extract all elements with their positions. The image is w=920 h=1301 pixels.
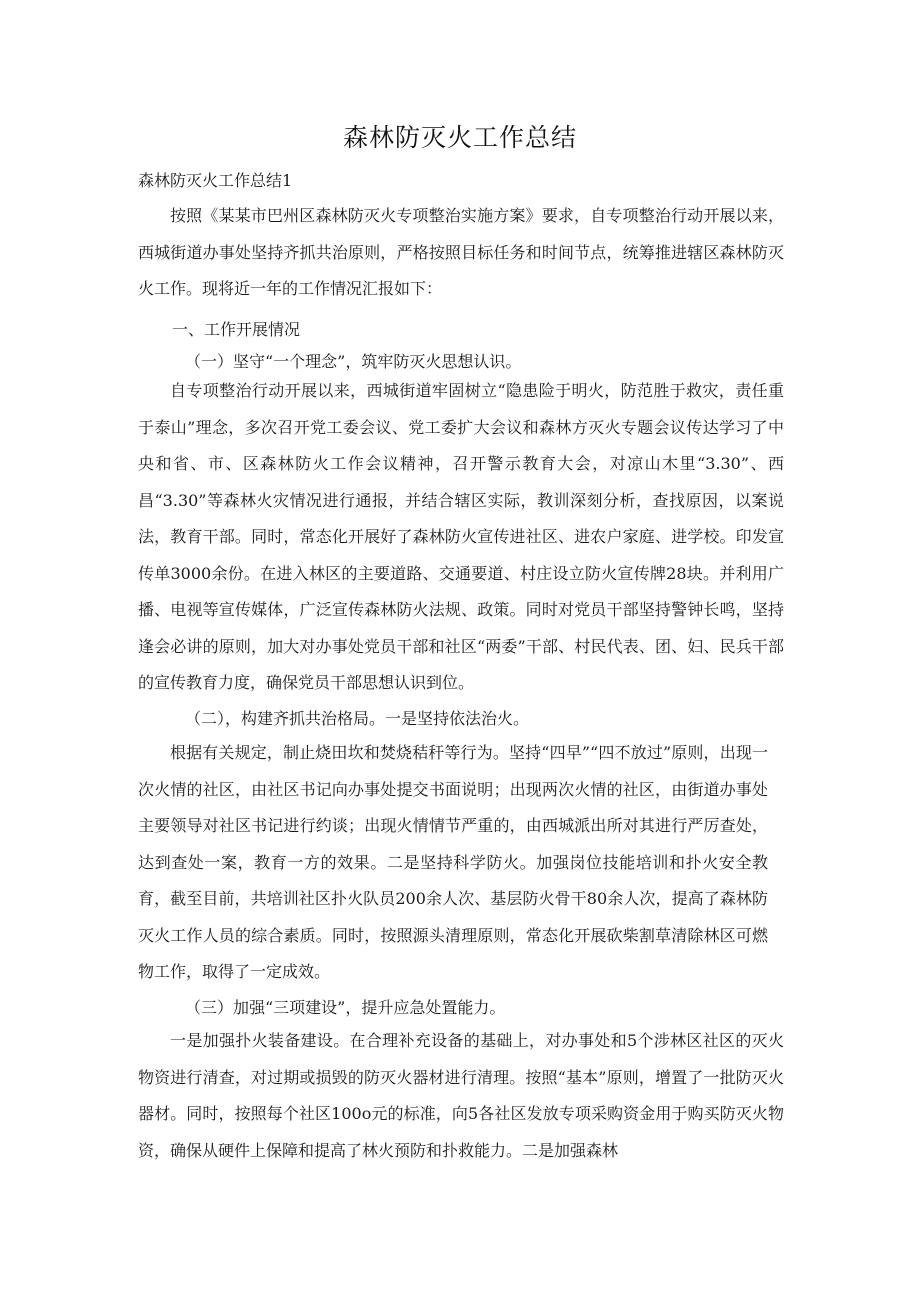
subsection-heading-1: （一）坚守“一个理念”，筑牢防灭火思想认识。	[185, 352, 522, 371]
subsection-heading-2: （二），构建齐抓共治格局。一是坚持依法治火。	[185, 709, 530, 728]
document-title: 森林防灭火工作总结	[342, 123, 577, 152]
document-subtitle: 森林防灭火工作总结1	[138, 171, 293, 190]
paragraph-concept: 自专项整治行动开展以来，西城街道牢固树立“隐患险于明火，防范胜于救灾，责任重于泰山”理念，多次召开党工委会议、党工委扩大会议和森林方灭火专题会议传达学习了中央和省、市、区森林防火工作会议精神，召开警示教育大会，对凉山木里“3.30”、西昌“3.30”等森林火灾情况进行通报，并结合辖区实际，教训深刻分析，查找原因，以案说法，教育干部。同时，常态化开展好了森林防火宣传进社区、进农户家庭、进学校。印发宣传单3000余份。在进入林区的主要道路、交通要道、村庄设立防火宣传牌28块。并利用广播、电视等宣传媒体，广泛宣传森林防火法规、政策。同时对党员干部坚持警钟长鸣，坚持逢会必讲的原则，加大对办事处党员干部和社区“两委”干部、村民代表、团、妇、民兵干部的宣传教育力度，确保党员干部思想认识到位。	[138, 381, 784, 692]
section-heading-1: 一、工作开展情况	[172, 320, 301, 339]
subsection-heading-3: （三）加强“三项建设”，提升应急处置能力。	[185, 998, 506, 1017]
paragraph-governance: 根据有关规定，制止烧田坎和焚烧秸秆等行为。坚持“四早”“四不放过”原则，出现一次火情的社区，由社区书记向办事处提交书面说明；出现两次火情的社区，由街道办事处主要领导对社区书记进行约谈；出现火情情节严重的，由西城派出所对其进行严厉查处，达到查处一案，教育一方的效果。二是坚持科学防火。加强岗位技能培训和扑火安全教育，截至目前，共培训社区扑火队员200余人次、基层防火骨干80余人次，提高了森林防灭火工作人员的综合素质。同时，按照源头清理原则，常态化开展砍柴割草清除林区可燃物工作，取得了一定成效。	[138, 743, 768, 981]
paragraph-construction: 一是加强扑火装备建设。在合理补充设备的基础上，对办事处和5个涉林区社区的灭火物资进行清查，对过期或损毁的防灭火器材进行清理。按照“基本”原则，增置了一批防灭火器材。同时，按照每个社区100o元的标准，向5各社区发放专项采购资金用于购买防灭火物资，确保从硬件上保障和提高了林火预防和扑救能力。二是加强森林	[138, 1031, 784, 1160]
paragraph-intro: 按照《某某市巴州区森林防灭火专项整治实施方案》要求，自专项整治行动开展以来，西城街道办事处坚持齐抓共治原则，严格按照目标任务和时间节点，统筹推进辖区森林防灭火工作。现将近一年的工作情况汇报如下：	[138, 206, 784, 298]
